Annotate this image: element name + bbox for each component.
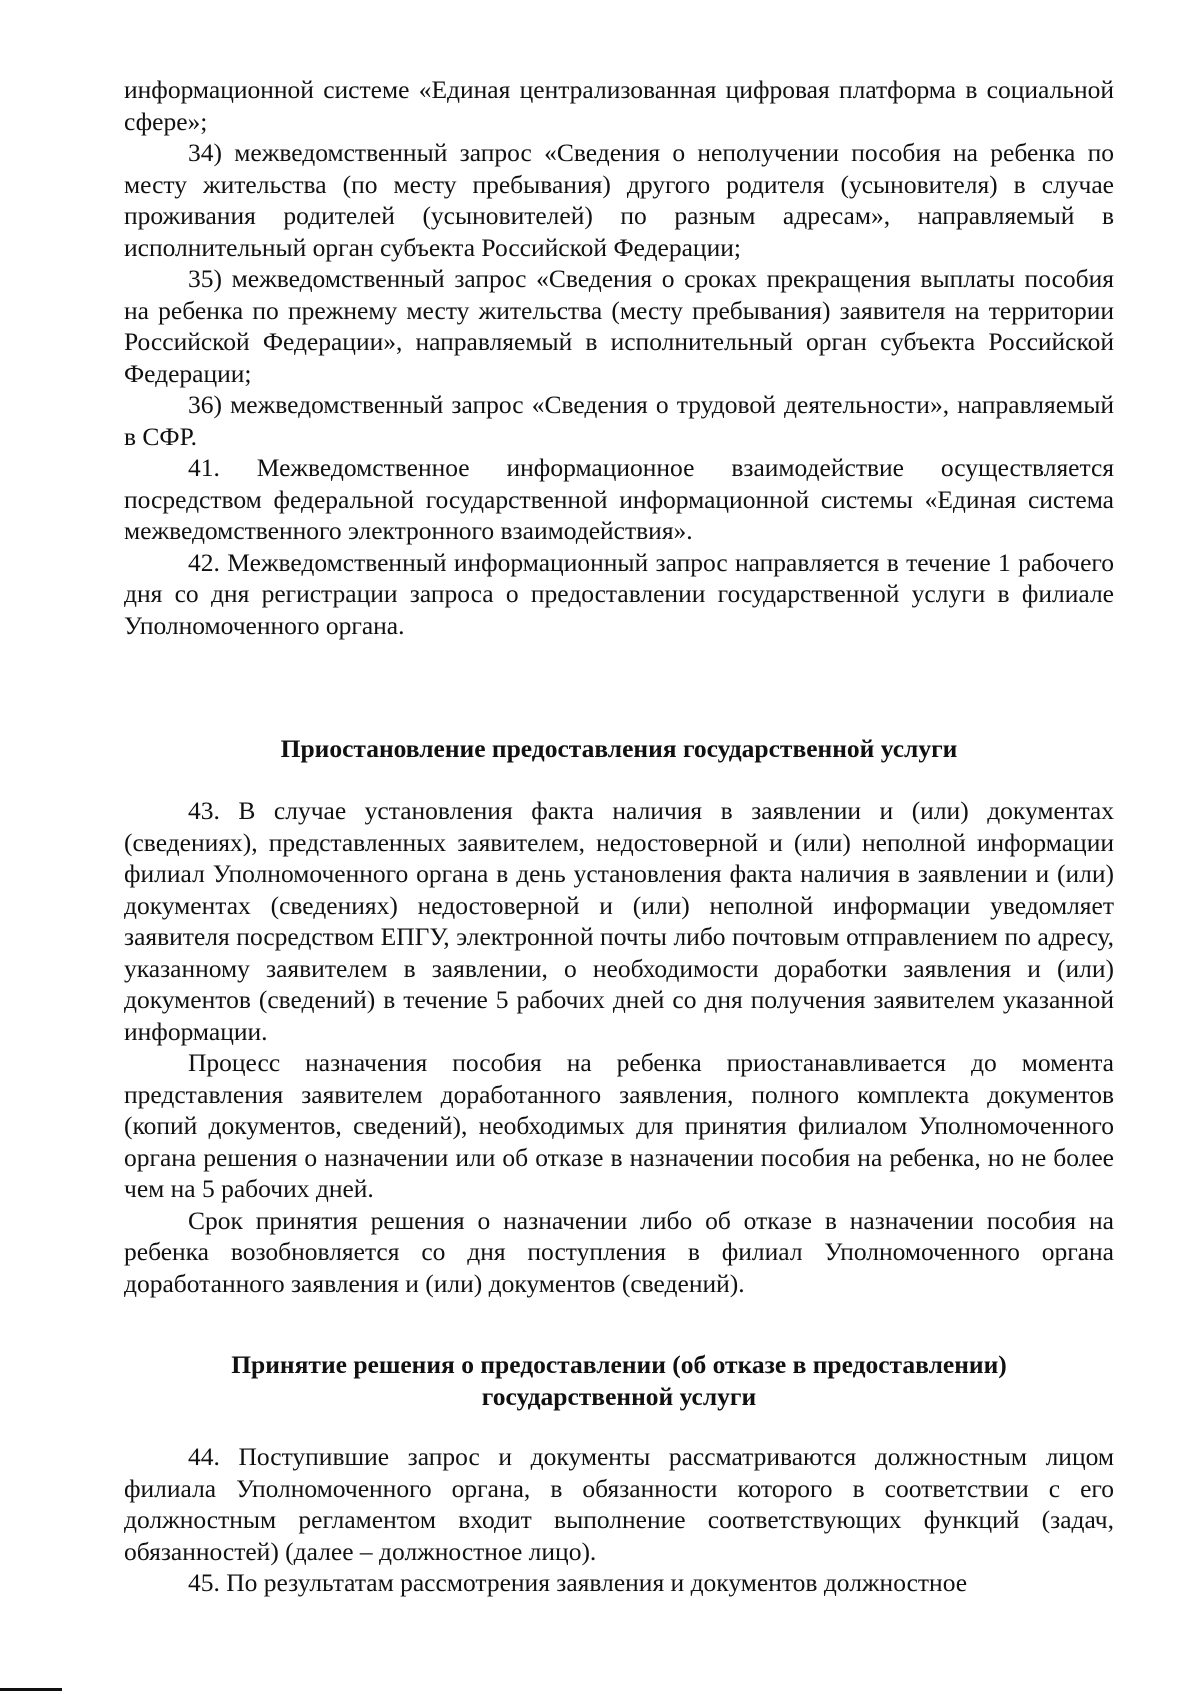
paragraph-continuation: информационной системе «Единая централизованная цифровая платформа в социальной сфере»;	[124, 75, 1114, 136]
section-heading-decision	[124, 1349, 1114, 1412]
text-block-upper	[124, 74, 1114, 641]
section-heading-decision-line1: Принятие решения о предоставлении (об отказе в предоставлении)	[231, 1350, 1007, 1379]
paragraph-41: 41. Межведомственное информационное взаимодействие осуществляется посредством федеральной государственной информационной системы «Единая система межведомственного электронного взаимодействия».	[124, 453, 1114, 545]
paragraph-43: 43. В случае установления факта наличия в заявлении и (или) документах (сведениях), представленных заявителем, недостоверной и (или) неполной информации филиал Уполномоченного органа в день установления факта наличия в заявлении и (или) документах (сведениях) недостоверной и (или) неполной информации уведомляет заявителя посредством ЕПГУ, электронной почты либо почтовым отправлением по адресу, указанному заявителем в заявлении, о необходимости доработки заявления и (или) документов (сведений) в течение 5 рабочих дней со дня получения заявителем указанной информации.	[124, 796, 1114, 1046]
paragraph-item-35: 35) межведомственный запрос «Сведения о сроках прекращения выплаты пособия на ребенка по прежнему месту жительства (месту пребывания) заявителя на территории Российской Федерации», направляемый в исполнительный орган субъекта Российской Федерации;	[124, 264, 1114, 388]
paragraph-44: 44. Поступившие запрос и документы рассматриваются должностным лицом филиала Уполномоченного органа, в обязанности которого в соответствии с его должностным регламентом входит выполнение соответствующих функций (задач, обязанностей) (далее – должностное лицо).	[124, 1442, 1114, 1566]
text-block-middle	[124, 795, 1114, 1299]
section-heading-decision-line2: государственной услуги	[481, 1381, 757, 1411]
paragraph-item-34: 34) межведомственный запрос «Сведения о неполучении пособия на ребенка по месту жительства (по месту пребывания) другого родителя (усыновителя) в случае проживания родителей (усыновителей) по разным адресам», направляемый в исполнительный орган субъекта Российской Федерации;	[124, 138, 1114, 262]
paragraph-42: 42. Межведомственный информационный запрос направляется в течение 1 рабочего дня со дня регистрации запроса о предоставлении государственной услуги в филиале Уполномоченного органа.	[124, 547, 1114, 640]
paragraph-suspension-process: Процесс назначения пособия на ребенка приостанавливается до момента представления заявителем доработанного заявления, полного комплекта документов (копий документов, сведений), необходимых для принятия филиалом Уполномоченного органа решения о назначении или об отказе в назначении пособия на ребенка, но не более чем на 5 рабочих дней.	[124, 1048, 1114, 1203]
paragraph-decision-term: Срок принятия решения о назначении либо об отказе в назначении пособия на ребенка возобновляется со дня поступления в филиал Уполномоченного органа доработанного заявления и (или) документов (сведений).	[124, 1205, 1114, 1298]
section-heading-suspension-text: Приостановление предоставления государственной услуги	[280, 734, 958, 763]
paragraph-45: 45. По результатам рассмотрения заявления и документов должностное	[188, 1568, 968, 1597]
section-heading-suspension	[124, 733, 1114, 765]
scan-edge-mark	[0, 1688, 62, 1691]
paragraph-item-36: 36) межведомственный запрос «Сведения о трудовой деятельности», направляемый в СФР.	[124, 390, 1114, 451]
text-block-lower	[124, 1441, 1114, 1599]
